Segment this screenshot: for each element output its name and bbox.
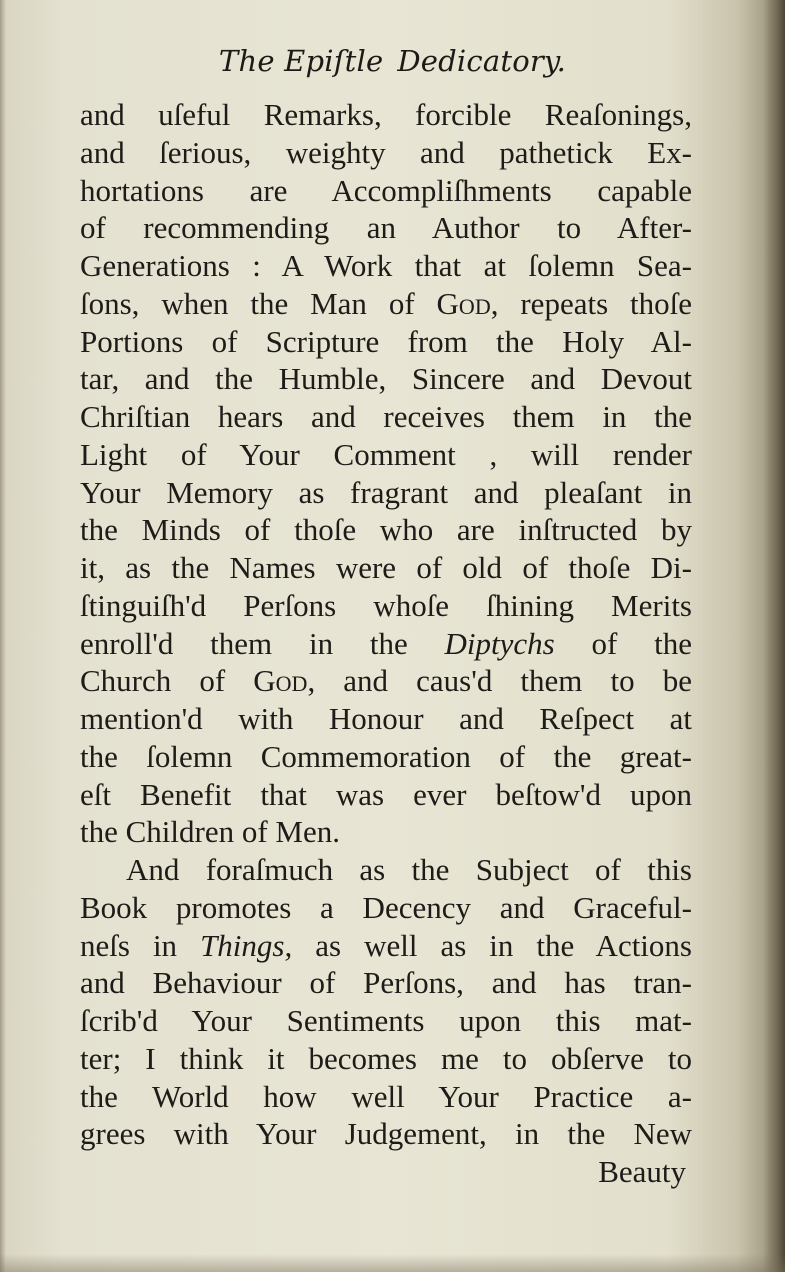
italic-word: Diptychs	[444, 625, 555, 661]
text-line: and uſeful Remarks, forcible Reaſonings,	[80, 97, 692, 132]
text-line: tar, and the Humble, Sincere and Devout	[80, 361, 692, 397]
text-segment: , repeats thoſe	[490, 285, 693, 321]
running-head-part1: The Epiſtle	[218, 44, 384, 78]
text-segment: ſons, when the Man of	[80, 285, 437, 321]
text-line	[80, 662, 692, 700]
text-segment: neſs in	[80, 927, 201, 963]
text-line: ſcrib'd Your Sentiments upon this mat-	[80, 1003, 692, 1038]
text-line: Generations : A Work that at ſolemn Sea-	[80, 248, 692, 283]
text-line: the Minds of thoſe who are inſtructed by	[80, 512, 692, 548]
text-line: mention'd with Honour and Reſpect at	[80, 701, 692, 736]
text-line: Portions of Scripture from the Holy Al-	[80, 323, 692, 359]
text-line	[80, 927, 692, 965]
text-line: and Behaviour of Perſons, and has tran-	[80, 965, 692, 1001]
text-line: ter; I think it becomes me to obſerve to	[80, 1040, 692, 1076]
running-head	[0, 44, 785, 78]
text-line: Light of Your Comment , will render	[80, 436, 692, 472]
text-line: grees with Your Judgement, in the New	[80, 1116, 692, 1152]
text-line: ſtinguiſh'd Perſons whoſe ſhining Merits	[80, 587, 692, 623]
text-line: Your Memory as fragrant and pleaſant in	[80, 474, 692, 510]
italic-word: Things,	[200, 927, 293, 963]
text-line: Book promotes a Decency and Graceful-	[80, 889, 692, 925]
text-segment: as well as in the Actions	[292, 927, 692, 963]
small-caps-word: God	[253, 663, 308, 699]
page-bottom-edge	[0, 1254, 785, 1272]
text-line: Chriſtian hears and receives them in the	[80, 399, 692, 434]
text-line: it, as the Names were of old of thoſe Di-	[80, 550, 692, 585]
text-segment: Church of	[80, 663, 254, 699]
text-segment: enroll'd them in the	[80, 625, 445, 661]
page-left-edge	[0, 0, 6, 1272]
text-line: hortations are Accompliſhments capable	[80, 172, 692, 208]
text-line: the Children of Men.	[80, 814, 341, 850]
text-segment: , and caus'd them to be	[307, 663, 692, 699]
text-line: eſt Benefit that was ever beſtow'd upon	[80, 776, 692, 812]
body-text	[80, 96, 692, 1191]
catchword: Beauty	[598, 1154, 686, 1189]
text-line	[80, 285, 692, 323]
text-line: the ſolemn Commemoration of the great-	[80, 738, 692, 774]
text-segment: of the	[554, 625, 692, 661]
page-right-edge	[763, 0, 785, 1272]
small-caps-word: God	[436, 285, 491, 321]
text-line: and ſerious, weighty and pathetick Ex-	[80, 134, 692, 170]
running-head-part2: Dedicatory.	[397, 44, 567, 78]
text-line	[80, 625, 692, 663]
text-line: of recommending an Author to After-	[80, 210, 692, 246]
text-line: And foraſmuch as the Subject of this	[126, 852, 692, 887]
text-line: the World how well Your Practice a-	[80, 1078, 692, 1114]
